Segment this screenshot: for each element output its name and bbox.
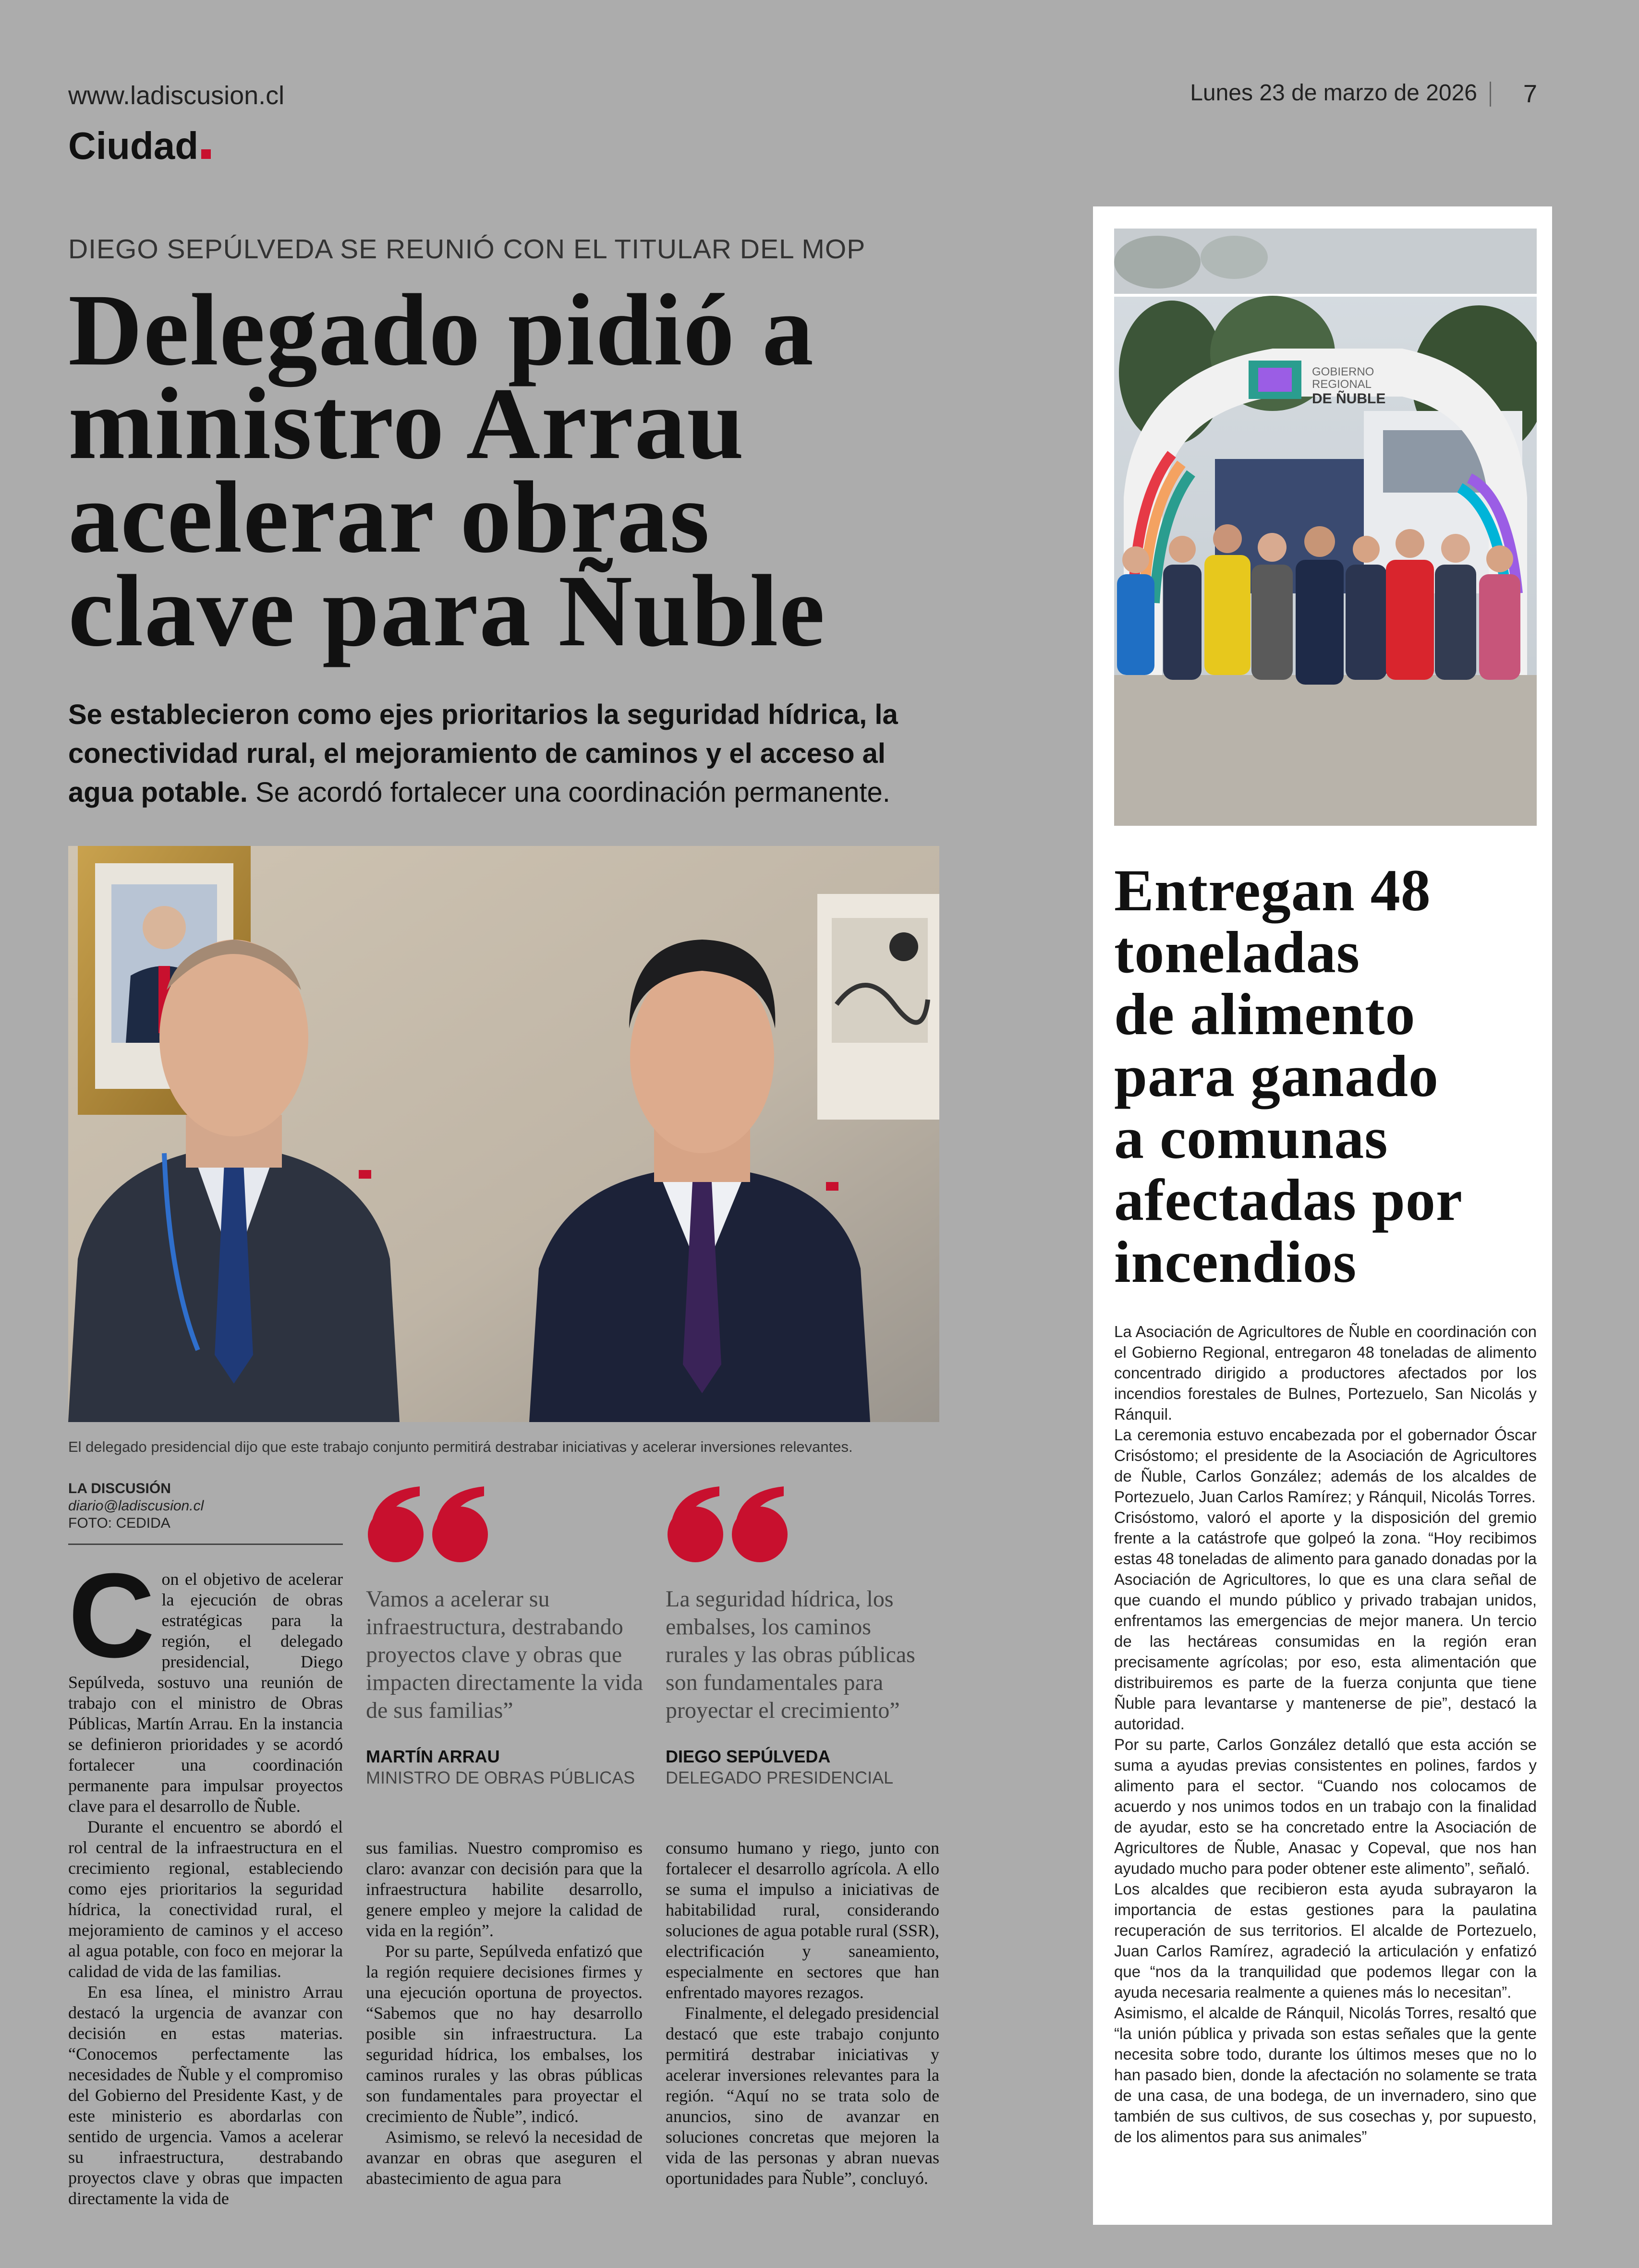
headline-line: para ganado [1114, 1043, 1439, 1109]
headline-line: clave para Ñuble [68, 554, 826, 668]
group-of-people [1117, 524, 1520, 685]
byline [68, 1480, 343, 1532]
pull-quote-text: La seguridad hídrica, los embalses, los caminos rurales y las obras públicas son fundamentales para proyectar el crecimiento” [666, 1586, 915, 1723]
arch-text-line: REGIONAL [1312, 378, 1372, 391]
body-column-3 [666, 1838, 939, 2189]
sidebar-paragraph: Los alcaldes que recibieron esta ayuda subrayaron la importancia de estas gestiones para la paulatina recuperación de sus territorios. El alcalde de Portezuelo, Juan Carlos Ramírez, agradeció la articulación y enfatizó que “nos da la tranquilidad que podemos llegar con la ayuda necesaria realmente a quienes más lo necesitan”. [1114, 1880, 1537, 2001]
arch-text-line: GOBIERNO [1312, 365, 1374, 378]
byline-name: LA DISCUSIÓN [68, 1481, 171, 1496]
body-paragraph: on el objetivo de acelerar la ejecución de obras estratégicas para la región, el delegado presidencial, Diego Sepúlveda, sostuvo una reunión de trabajo con el ministro de Obras Públicas, Martín Arrau. En la instancia se definieron prioridades y se acordó fortalecer una coordinación permanente para impulsar proyectos clave para el desarrollo de Ñuble. [68, 1569, 343, 1816]
body-column-2 [366, 1838, 643, 2189]
site-url[interactable]: www.ladiscusion.cl [68, 81, 285, 110]
sidebar-paragraph: La ceremonia estuvo encabezada por el gobernador Óscar Crisóstomo; el presidente de la Asociación de Agricultores de Ñuble, Carlos González; además de los alcaldes de Portezuelo, Juan Carlos Ramírez; y Ránquil, Nicolás Torres. [1114, 1426, 1537, 1506]
body-column-1 [68, 1548, 343, 2209]
quote-author-role: DELEGADO PRESIDENCIAL [666, 1768, 894, 1787]
sidebar-paragraph: Asimismo, el alcalde de Ránquil, Nicolás Torres, resaltó que “la unión pública y privada son estas señales que la gente necesita sobre todo, durante los últimos meses que no lo han pasado bien, donde la afectación no solamente se trata de una casa, de una bodega, de un invernadero, sino que también de sus cultivos, de sus cosechas y, por supuesto, de los alimentos para sus animales” [1114, 2004, 1537, 2146]
sidebar-photo [1114, 229, 1537, 826]
sidebar-paragraph: Por su parte, Carlos González detalló que esta acción se suma a ayudas previas consistentes en polines, fardos y alimento para el sector. “Cuando nos colocamos de acuerdo y nos unimos todos en un trabajo con la finalidad de ayudar, esto se ha concretado entre la Asociación de Agricultores de Ñuble, Anasac y Copeval, que nos han ayudado mucho para poder obtener este alimento”, señaló. [1114, 1736, 1537, 1877]
photo-credit: FOTO: CEDIDA [68, 1515, 170, 1531]
headline-line: de alimento [1114, 981, 1416, 1047]
headline-line: toneladas [1114, 919, 1360, 985]
article-kicker: DIEGO SEPÚLVEDA SE REUNIÓ CON EL TITULAR DEL MOP [68, 234, 866, 265]
sidebar-body [1114, 1321, 1537, 2147]
main-photo [68, 846, 939, 1422]
date-separator [1490, 82, 1491, 107]
byline-email[interactable]: diario@ladiscusion.cl [68, 1498, 204, 1514]
photo-delivery-ceremony [1114, 229, 1537, 826]
pull-quote-text: Vamos a acelerar su infraestructura, destrabando proyectos clave y obras que impacten directamente la vida de sus familias” [366, 1586, 643, 1723]
headline-line: incendios [1114, 1229, 1357, 1295]
quote-mark-icon [366, 1483, 496, 1564]
section-name: Ciudad [68, 124, 199, 167]
headline-line: ministro Arrau [68, 367, 745, 481]
body-paragraph: Asimismo, se relevó la necesidad de avanzar en obras que aseguren el abastecimiento de agua para [366, 2127, 643, 2188]
body-paragraph: Durante el encuentro se abordó el rol central de la infraestructura en el crecimiento regional, estableciendo como ejes prioritarios la seguridad hídrica, la conectividad rural, el mejoramiento de caminos y el acceso al agua potable, con foco en mejorar la calidad de vida de las familias. [68, 1817, 343, 1981]
arch-text-line: DE ÑUBLE [1312, 391, 1386, 407]
section-dot [201, 149, 211, 159]
quote-mark-icon [666, 1483, 795, 1564]
quote-author-name: MARTÍN ARRAU [366, 1747, 500, 1766]
deck-regular: Se acordó fortalecer una coordinación permanente. [247, 777, 890, 808]
body-paragraph: Por su parte, Sepúlveda enfatizó que la región requiere decisiones firmes y una ejecución oportuna de proyectos. “Sabemos que no hay desarrollo posible sin infraestructura. La seguridad hídrica, los embalses, los caminos rurales y las obras públicas son fundamentales para proyectar el crecimiento de Ñuble”, indicó. [366, 1942, 643, 2126]
section-label [68, 124, 211, 168]
headline-line: Entregan 48 [1114, 857, 1431, 923]
body-paragraph: En esa línea, el ministro Arrau destacó la urgencia de avanzar con decisión en estas materias. “Conocemos perfectamente las necesidades de Ñuble y el compromiso del Gobierno del Presidente Kast, y de este ministerio es abordarlas con sentido de urgencia. Vamos a acelerar su infraestructura, destrabando proyectos clave y obras que impacten directamente la vida de [68, 1982, 343, 2208]
body-paragraph: consumo humano y riego, junto con fortalecer el desarrollo agrícola. A ello se suma el impulso a iniciativas de habitabilidad rural, considerando soluciones de agua potable rural (SSR), electrificación y saneamiento, especialmente en sectores que han enfrentado mayores rezagos. [666, 1838, 939, 2002]
sidebar-headline [1114, 859, 1537, 1293]
headline-line: acelerar obras [68, 460, 711, 574]
headline-line: a comunas [1114, 1105, 1388, 1171]
deck-bold: Se establecieron como ejes prioritarios la seguridad hídrica, la conectividad rural, el mejoramiento de caminos y el acceso al agua potable. [68, 699, 898, 808]
body-paragraph: sus familias. Nuestro compromiso es claro: avanzar con decisión para que la infraestructura habilite desarrollo, genere empleo y mejore la calidad de vida en la región”. [366, 1838, 643, 1940]
photo-two-officials [68, 846, 939, 1422]
byline-divider [68, 1544, 343, 1545]
article-deck [68, 695, 952, 812]
date-text: Lunes 23 de marzo de 2026 [1190, 80, 1477, 106]
headline-line: afectadas por [1114, 1167, 1463, 1233]
quote-author-name: DIEGO SEPÚLVEDA [666, 1747, 831, 1766]
headline-line: Delegado pidió a [68, 273, 814, 387]
drop-cap: C [68, 1548, 155, 1682]
body-paragraph: Finalmente, el delegado presidencial destacó que este trabajo conjunto permitirá destrabar iniciativas y acelerar inversiones relevantes para la región. “Aquí no se trata solo de anuncios, sino de avanzar en soluciones concretas que mejoren la vida de las personas y abran nuevas oportunidades para Ñuble”, concluyó. [666, 2003, 939, 2188]
article-headline [68, 273, 952, 668]
quote-author-role: MINISTRO DE OBRAS PÚBLICAS [366, 1768, 635, 1787]
sidebar-paragraph: Crisóstomo, valoró el aporte y la disposición del gremio frente a la catástrofe que golpeó la zona. “Hoy recibimos estas 48 toneladas de alimento para ganado donadas por la Asociación de Agricultores, lo que es una clara señal de que cuando el mundo público y privado trabajan unidos, enfrentamos las emergencias de mejor manera. Un tercio de las hectáreas consumidas en la región eran precisamente agrícolas; por eso, esta alimentación que distribuiremos es parte de la fuerza conjunta que tiene Ñuble para levantarse y mantenerse de pie”, destacó la autoridad. [1114, 1508, 1537, 1733]
sidebar-paragraph: La Asociación de Agricultores de Ñuble en coordinación con el Gobierno Regional, entregaron 48 toneladas de alimento concentrado dirigido a productores afectados por los incendios forestales de Bulnes, Portezuelo, San Nicolás y Ránquil. [1114, 1323, 1537, 1423]
page-number: 7 [1523, 80, 1537, 108]
issue-date [1190, 80, 1502, 107]
photo-caption: El delegado presidencial dijo que este trabajo conjunto permitirá destrabar iniciativas y acelerar inversiones relevantes. [68, 1438, 853, 1455]
